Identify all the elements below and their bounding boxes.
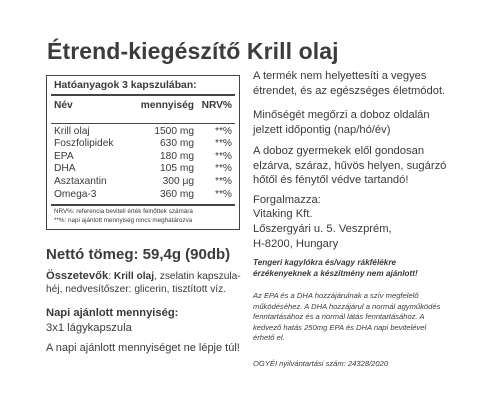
ingredient-amount: 105 mg [160, 163, 194, 175]
distributor-street: Lőszergyári u. 5. Veszprém, [253, 223, 392, 235]
ingredient-nrv: **% [215, 175, 232, 187]
ingredients-separator: : [108, 271, 114, 282]
col-nrv-header: NRV% [201, 100, 232, 111]
nrv-footnote: NRV%: referencia beviteli érték felnőttek számára [54, 208, 193, 216]
ingredient-amount: 180 mg [160, 150, 194, 162]
table-row [47, 151, 239, 164]
daily-amount-footnote: **%: napi ajánlott mennyiség nincs meghatározva [54, 216, 193, 224]
health-claim: Az EPA és a DHA hozzájárulnak a szív megfelelő működéséhez. A DHA hozzájárul a normál agyműködés fenntartásához és a normál látás fenntartásához. A kedvező hatás 250mg EPA és DHA napi bevitelével érhető el. [253, 291, 441, 343]
ingredient-nrv: **% [215, 188, 232, 200]
ingredient-nrv: **% [215, 163, 232, 175]
table-footnotes [47, 206, 239, 225]
distributor-label: Forgalmazza: [253, 194, 321, 206]
col-name-header: Név [54, 100, 73, 111]
ingredient-name: Asztaxantin [54, 175, 107, 187]
ingredient-name: EPA [54, 150, 74, 162]
ingredients-label: Összetevők [46, 270, 109, 282]
table-header-row [47, 96, 239, 123]
dose-value: 3x1 lágykapszula [46, 322, 132, 334]
nutrition-table [46, 75, 240, 230]
nutrition-heading: Hatóanyagok 3 kapszulában: [54, 80, 197, 91]
ingredient-amount: 1500 mg [154, 125, 194, 137]
dose-label: Napi ajánlott mennyiség: [46, 307, 179, 319]
ingredient-amount: 360 mg [160, 188, 194, 200]
table-row [47, 126, 239, 139]
ingredients-highlight: Krill olaj [113, 271, 155, 282]
ingredient-nrv: **% [215, 125, 232, 137]
registration-number: OGYÉI nyilvántartási szám: 24328/2020 [253, 359, 389, 368]
ingredient-name: Krill olaj [54, 125, 90, 137]
distributor-name: Vitaking Kft. [253, 208, 313, 220]
allergy-warning: Tengeri kagylókra és/vagy rákfélékre érzékenyeknek a készítmény nem ajánlott! [253, 258, 418, 278]
product-title: Étrend-kiegészítő Krill olaj [47, 38, 339, 64]
table-row [47, 189, 239, 202]
ingredient-amount: 630 mg [160, 138, 194, 150]
dose-warning: A napi ajánlott mennyiséget ne lépje túl! [46, 342, 240, 354]
table-body [47, 124, 239, 205]
storage-notice: A doboz gyermekek elől gondosan elzárva, száraz, hűvös helyen, sugárzó hőtől és fénytől védve tartandó! [253, 145, 447, 187]
ingredient-nrv: **% [215, 138, 232, 150]
table-row [47, 163, 239, 176]
ingredient-name: Foszfolipidek [54, 138, 114, 150]
ingredients-text [46, 270, 244, 297]
distributor-city: H-8200, Hungary [253, 238, 339, 250]
col-amount-header: mennyiség [140, 100, 194, 111]
table-row [47, 138, 239, 151]
ingredient-amount: 300 μg [162, 175, 194, 187]
best-before-notice: Minőségét megőrzi a doboz oldalán jelzett időpontig (nap/hó/év) [253, 109, 430, 136]
net-weight: Nettó tömeg: 59,4g (90db) [46, 246, 231, 263]
ingredient-name: Omega-3 [54, 188, 97, 200]
table-row [47, 176, 239, 189]
ingredient-nrv: **% [215, 150, 232, 162]
ingredients-rest: , zselatin kapszula-héj, nedvesítőszer: glicerin, tisztított víz. [46, 271, 241, 295]
ingredient-name: DHA [54, 163, 76, 175]
diet-notice: A termék nem helyettesíti a vegyes étrendet, és az egészséges életmódot. [253, 70, 446, 97]
